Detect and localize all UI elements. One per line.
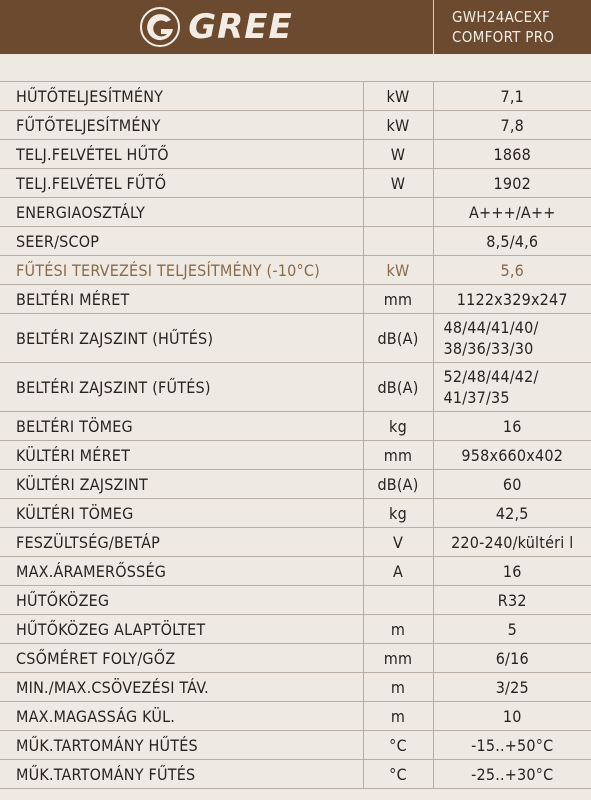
spec-value: -15..+50°C: [433, 731, 591, 760]
spec-label: CSŐMÉRET FOLY/GŐZ: [0, 644, 363, 673]
spec-label: MŰK.TARTOMÁNY HŰTÉS: [0, 731, 363, 760]
spec-row: [0, 702, 591, 731]
spec-unit: [363, 198, 433, 227]
spec-label: TELJ.FELVÉTEL HŰTŐ: [0, 140, 363, 169]
spec-unit: mm: [363, 644, 433, 673]
spec-value: R32: [433, 586, 591, 615]
spec-value: 5,6: [433, 256, 591, 285]
spec-label: HŰTŐTELJESÍTMÉNY: [0, 82, 363, 111]
spec-row: [0, 198, 591, 227]
spec-row: [0, 499, 591, 528]
spec-row: [0, 731, 591, 760]
spec-label: FŰTŐTELJESÍTMÉNY: [0, 111, 363, 140]
spec-label: FESZÜLTSÉG/BETÁP: [0, 528, 363, 557]
spec-row: [0, 256, 591, 285]
spec-value: 42,5: [433, 499, 591, 528]
spec-row: [0, 441, 591, 470]
spec-label: SEER/SCOP: [0, 227, 363, 256]
spec-unit: kW: [363, 82, 433, 111]
spec-unit: mm: [363, 285, 433, 314]
spec-label: BELTÉRI ZAJSZINT (FŰTÉS): [0, 363, 363, 412]
spec-value: 1868: [433, 140, 591, 169]
spec-value: 8,5/4,6: [433, 227, 591, 256]
spec-row: [0, 557, 591, 586]
gree-logo-icon: [140, 7, 180, 47]
spec-label: HŰTŐKÖZEG: [0, 586, 363, 615]
spec-unit: °C: [363, 731, 433, 760]
spec-unit: °C: [363, 760, 433, 789]
spec-value: 1122x329x247: [433, 285, 591, 314]
spec-value: 16: [433, 412, 591, 441]
spec-label: KÜLTÉRI ZAJSZINT: [0, 470, 363, 499]
spec-row: [0, 169, 591, 198]
spec-unit: W: [363, 140, 433, 169]
spec-row: [0, 314, 591, 363]
spec-unit: dB(A): [363, 363, 433, 412]
spec-unit: kW: [363, 256, 433, 285]
spec-unit: W: [363, 169, 433, 198]
spec-row: [0, 363, 591, 412]
spec-value: 6/16: [433, 644, 591, 673]
spec-table: [0, 82, 591, 789]
header-bar: [0, 0, 591, 54]
model-code: GWH24ACEXF: [452, 8, 551, 26]
spec-row: [0, 412, 591, 441]
spec-row: [0, 615, 591, 644]
spec-label: FŰTÉSI TERVEZÉSI TELJESÍTMÉNY (-10°C): [0, 256, 363, 285]
spec-unit: m: [363, 702, 433, 731]
spec-unit: V: [363, 528, 433, 557]
spec-label: MIN./MAX.CSÖVEZÉSI TÁV.: [0, 673, 363, 702]
spec-value: 60: [433, 470, 591, 499]
spec-value: A+++/A++: [433, 198, 591, 227]
spec-label: BELTÉRI TÖMEG: [0, 412, 363, 441]
header-spacer: [0, 54, 591, 82]
spec-unit: m: [363, 615, 433, 644]
spec-value: 958x660x402: [433, 441, 591, 470]
spec-value: 3/25: [433, 673, 591, 702]
spec-unit: dB(A): [363, 470, 433, 499]
spec-unit: kW: [363, 111, 433, 140]
spec-row: [0, 586, 591, 615]
model-box: [433, 0, 591, 54]
spec-value: 220-240/kültéri l: [433, 528, 591, 557]
spec-row: [0, 673, 591, 702]
spec-unit: dB(A): [363, 314, 433, 363]
spec-row: [0, 285, 591, 314]
spec-row: [0, 528, 591, 557]
spec-value: 1902: [433, 169, 591, 198]
spec-unit: mm: [363, 441, 433, 470]
brand-logo: [0, 0, 433, 54]
spec-row: [0, 82, 591, 111]
spec-label: KÜLTÉRI MÉRET: [0, 441, 363, 470]
model-series: COMFORT PRO: [452, 28, 555, 46]
brand-name: GREE: [188, 7, 293, 47]
spec-label: KÜLTÉRI TÖMEG: [0, 499, 363, 528]
spec-unit: [363, 586, 433, 615]
spec-value: 52/48/44/42/ 41/37/35: [433, 363, 591, 412]
spec-label: MŰK.TARTOMÁNY FŰTÉS: [0, 760, 363, 789]
spec-row: [0, 644, 591, 673]
spec-unit: kg: [363, 412, 433, 441]
spec-label: BELTÉRI MÉRET: [0, 285, 363, 314]
spec-value: 16: [433, 557, 591, 586]
spec-value: 7,1: [433, 82, 591, 111]
spec-value: 5: [433, 615, 591, 644]
spec-value: -25..+30°C: [433, 760, 591, 789]
spec-value: 48/44/41/40/ 38/36/33/30: [433, 314, 591, 363]
spec-row: [0, 111, 591, 140]
spec-label: ENERGIAOSZTÁLY: [0, 198, 363, 227]
spec-label: MAX.ÁRAMERŐSSÉG: [0, 557, 363, 586]
spec-unit: [363, 227, 433, 256]
spec-label: MAX.MAGASSÁG KÜL.: [0, 702, 363, 731]
spec-unit: m: [363, 673, 433, 702]
spec-value: 7,8: [433, 111, 591, 140]
spec-unit: kg: [363, 499, 433, 528]
spec-label: BELTÉRI ZAJSZINT (HŰTÉS): [0, 314, 363, 363]
spec-value: 10: [433, 702, 591, 731]
spec-label: TELJ.FELVÉTEL FŰTŐ: [0, 169, 363, 198]
spec-row: [0, 470, 591, 499]
spec-unit: A: [363, 557, 433, 586]
spec-label: HŰTŐKÖZEG ALAPTÖLTET: [0, 615, 363, 644]
spec-row: [0, 140, 591, 169]
spec-row: [0, 760, 591, 789]
spec-row: [0, 227, 591, 256]
